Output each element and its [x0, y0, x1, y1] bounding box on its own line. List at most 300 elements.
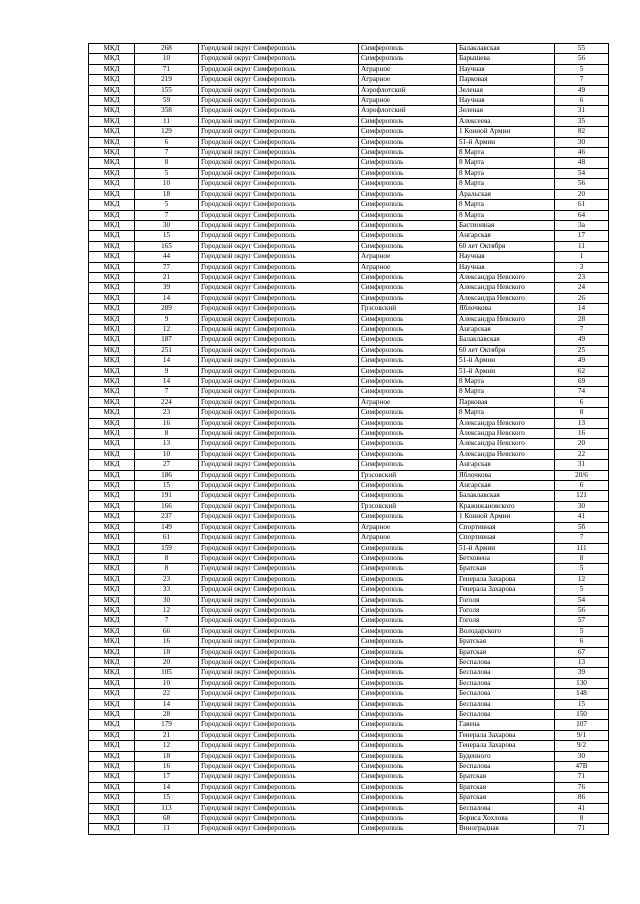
- locality-cell: Симферополь: [359, 751, 457, 761]
- house-cell: 7: [555, 533, 609, 543]
- number-cell: 71: [135, 64, 199, 74]
- locality-cell: Симферополь: [359, 626, 457, 636]
- locality-cell: Аэрофлотский: [359, 106, 457, 116]
- district-cell: Городской округ Симферополь: [199, 616, 359, 626]
- type-cell: МКД: [89, 501, 135, 511]
- locality-cell: Симферополь: [359, 574, 457, 584]
- street-cell: Гавена: [457, 720, 555, 730]
- locality-cell: Симферополь: [359, 730, 457, 740]
- table-row: [89, 293, 609, 303]
- table-row: [89, 262, 609, 272]
- house-cell: 23: [555, 272, 609, 282]
- type-cell: МКД: [89, 96, 135, 106]
- house-cell: 25: [555, 345, 609, 355]
- district-cell: Городской округ Симферополь: [199, 782, 359, 792]
- locality-cell: Симферополь: [359, 220, 457, 230]
- table-row: [89, 377, 609, 387]
- street-cell: Зеленая: [457, 85, 555, 95]
- table-row: [89, 85, 609, 95]
- type-cell: МКД: [89, 491, 135, 501]
- house-cell: 8: [555, 553, 609, 563]
- locality-cell: Симферополь: [359, 793, 457, 803]
- house-cell: 24: [555, 283, 609, 293]
- house-cell: 26: [555, 293, 609, 303]
- locality-cell: Симферополь: [359, 564, 457, 574]
- house-cell: 56: [555, 54, 609, 64]
- locality-cell: Симферополь: [359, 54, 457, 64]
- locality-cell: Симферополь: [359, 168, 457, 178]
- district-cell: Городской округ Симферополь: [199, 241, 359, 251]
- locality-cell: Симферополь: [359, 689, 457, 699]
- district-cell: Городской округ Симферополь: [199, 710, 359, 720]
- district-cell: Городской округ Симферополь: [199, 168, 359, 178]
- type-cell: МКД: [89, 710, 135, 720]
- street-cell: Братская: [457, 793, 555, 803]
- street-cell: 8 Марта: [457, 377, 555, 387]
- house-cell: 35: [555, 116, 609, 126]
- street-cell: Генерала Захарова: [457, 730, 555, 740]
- house-cell: 5: [555, 585, 609, 595]
- locality-cell: Симферополь: [359, 345, 457, 355]
- type-cell: МКД: [89, 85, 135, 95]
- type-cell: МКД: [89, 148, 135, 158]
- street-cell: Александра Невского: [457, 418, 555, 428]
- type-cell: МКД: [89, 220, 135, 230]
- street-cell: Парковая: [457, 397, 555, 407]
- number-cell: 14: [135, 782, 199, 792]
- table-row: [89, 335, 609, 345]
- district-cell: Городской округ Симферополь: [199, 793, 359, 803]
- district-cell: Городской округ Симферополь: [199, 657, 359, 667]
- type-cell: МКД: [89, 106, 135, 116]
- locality-cell: Симферополь: [359, 449, 457, 459]
- district-cell: Городской округ Симферополь: [199, 272, 359, 282]
- table-row: [89, 189, 609, 199]
- locality-cell: Аграрное: [359, 75, 457, 85]
- house-cell: 61: [555, 200, 609, 210]
- district-cell: Городской округ Симферополь: [199, 564, 359, 574]
- district-cell: Городской округ Симферополь: [199, 377, 359, 387]
- house-cell: 30: [555, 751, 609, 761]
- type-cell: МКД: [89, 720, 135, 730]
- house-cell: 148: [555, 689, 609, 699]
- house-cell: 6: [555, 637, 609, 647]
- type-cell: МКД: [89, 814, 135, 824]
- house-cell: 12: [555, 574, 609, 584]
- number-cell: 9: [135, 366, 199, 376]
- number-cell: 179: [135, 720, 199, 730]
- street-cell: Александра Невского: [457, 283, 555, 293]
- house-cell: 22: [555, 449, 609, 459]
- house-cell: 5: [555, 564, 609, 574]
- table-row: [89, 439, 609, 449]
- house-cell: 20/6: [555, 470, 609, 480]
- district-cell: Городской округ Симферополь: [199, 210, 359, 220]
- table-row: [89, 720, 609, 730]
- type-cell: МКД: [89, 377, 135, 387]
- locality-cell: Симферополь: [359, 481, 457, 491]
- type-cell: МКД: [89, 522, 135, 532]
- district-cell: Городской округ Симферополь: [199, 824, 359, 834]
- type-cell: МКД: [89, 553, 135, 563]
- number-cell: 12: [135, 605, 199, 615]
- table-row: [89, 168, 609, 178]
- house-cell: 121: [555, 491, 609, 501]
- table-row: [89, 75, 609, 85]
- table-row: [89, 803, 609, 813]
- house-cell: 28: [555, 314, 609, 324]
- table-row: [89, 699, 609, 709]
- type-cell: МКД: [89, 241, 135, 251]
- locality-cell: Аграрное: [359, 262, 457, 272]
- street-cell: Александра Невского: [457, 439, 555, 449]
- street-cell: Гоголя: [457, 595, 555, 605]
- locality-cell: Симферополь: [359, 668, 457, 678]
- district-cell: Городской округ Симферополь: [199, 689, 359, 699]
- number-cell: 149: [135, 522, 199, 532]
- number-cell: 8: [135, 429, 199, 439]
- district-cell: Городской округ Симферополь: [199, 460, 359, 470]
- type-cell: МКД: [89, 408, 135, 418]
- type-cell: МКД: [89, 272, 135, 282]
- house-cell: 86: [555, 793, 609, 803]
- district-cell: Городской округ Симферополь: [199, 54, 359, 64]
- district-cell: Городской округ Симферополь: [199, 387, 359, 397]
- street-cell: Спортивная: [457, 533, 555, 543]
- street-cell: Александра Невского: [457, 272, 555, 282]
- type-cell: МКД: [89, 460, 135, 470]
- street-cell: Зеленая: [457, 106, 555, 116]
- street-cell: Ангарская: [457, 324, 555, 334]
- type-cell: МКД: [89, 397, 135, 407]
- district-cell: Городской округ Симферополь: [199, 179, 359, 189]
- number-cell: 44: [135, 252, 199, 262]
- street-cell: Братская: [457, 647, 555, 657]
- type-cell: МКД: [89, 252, 135, 262]
- house-cell: 54: [555, 168, 609, 178]
- type-cell: МКД: [89, 824, 135, 834]
- number-cell: 18: [135, 751, 199, 761]
- house-cell: 130: [555, 678, 609, 688]
- house-cell: 16: [555, 429, 609, 439]
- type-cell: МКД: [89, 44, 135, 54]
- locality-cell: Грэсовский: [359, 501, 457, 511]
- locality-cell: Симферополь: [359, 803, 457, 813]
- house-cell: 55: [555, 44, 609, 54]
- street-cell: 1 Конной Армии: [457, 512, 555, 522]
- type-cell: МКД: [89, 158, 135, 168]
- table-row: [89, 449, 609, 459]
- number-cell: 11: [135, 116, 199, 126]
- type-cell: МКД: [89, 429, 135, 439]
- table-row: [89, 356, 609, 366]
- house-cell: 20: [555, 189, 609, 199]
- table-row: [89, 272, 609, 282]
- number-cell: 21: [135, 730, 199, 740]
- district-cell: Городской округ Симферополь: [199, 304, 359, 314]
- table-row: [89, 491, 609, 501]
- type-cell: МКД: [89, 574, 135, 584]
- number-cell: 251: [135, 345, 199, 355]
- locality-cell: Симферополь: [359, 148, 457, 158]
- table-row: [89, 137, 609, 147]
- type-cell: МКД: [89, 793, 135, 803]
- table-row: [89, 283, 609, 293]
- type-cell: МКД: [89, 418, 135, 428]
- house-cell: 31: [555, 460, 609, 470]
- district-cell: Городской округ Симферополь: [199, 668, 359, 678]
- locality-cell: Симферополь: [359, 356, 457, 366]
- table-row: [89, 241, 609, 251]
- street-cell: Александра Невского: [457, 314, 555, 324]
- number-cell: 28: [135, 710, 199, 720]
- locality-cell: Аэрофлотский: [359, 85, 457, 95]
- table-row: [89, 657, 609, 667]
- table-row: [89, 408, 609, 418]
- locality-cell: Симферополь: [359, 782, 457, 792]
- district-cell: Городской округ Симферополь: [199, 501, 359, 511]
- house-cell: 111: [555, 543, 609, 553]
- district-cell: Городской округ Симферополь: [199, 626, 359, 636]
- table-row: [89, 179, 609, 189]
- district-cell: Городской округ Симферополь: [199, 106, 359, 116]
- type-cell: МКД: [89, 741, 135, 751]
- locality-cell: Симферополь: [359, 314, 457, 324]
- locality-cell: Симферополь: [359, 699, 457, 709]
- type-cell: МКД: [89, 324, 135, 334]
- street-cell: Братская: [457, 772, 555, 782]
- number-cell: 20: [135, 657, 199, 667]
- locality-cell: Симферополь: [359, 283, 457, 293]
- house-cell: 5: [555, 626, 609, 636]
- house-cell: 30: [555, 501, 609, 511]
- number-cell: 27: [135, 460, 199, 470]
- house-cell: 6: [555, 96, 609, 106]
- number-cell: 7: [135, 210, 199, 220]
- type-cell: МКД: [89, 262, 135, 272]
- locality-cell: Симферополь: [359, 272, 457, 282]
- number-cell: 8: [135, 553, 199, 563]
- district-cell: Городской округ Симферополь: [199, 741, 359, 751]
- number-cell: 68: [135, 814, 199, 824]
- district-cell: Городской округ Симферополь: [199, 751, 359, 761]
- table-row: [89, 543, 609, 553]
- table-row: [89, 366, 609, 376]
- number-cell: 66: [135, 626, 199, 636]
- district-cell: Городской округ Симферополь: [199, 481, 359, 491]
- district-cell: Городской округ Симферополь: [199, 720, 359, 730]
- locality-cell: Аграрное: [359, 397, 457, 407]
- number-cell: 15: [135, 231, 199, 241]
- number-cell: 5: [135, 200, 199, 210]
- street-cell: Генерала Захарова: [457, 585, 555, 595]
- number-cell: 113: [135, 803, 199, 813]
- type-cell: МКД: [89, 470, 135, 480]
- document-sheet: [88, 43, 608, 835]
- house-cell: 41: [555, 803, 609, 813]
- street-cell: 51-й Армии: [457, 366, 555, 376]
- number-cell: 9: [135, 314, 199, 324]
- district-cell: Городской округ Симферополь: [199, 366, 359, 376]
- locality-cell: Аграрное: [359, 522, 457, 532]
- street-cell: Беспалова: [457, 657, 555, 667]
- district-cell: Городской округ Симферополь: [199, 283, 359, 293]
- locality-cell: Симферополь: [359, 387, 457, 397]
- street-cell: Гоголя: [457, 616, 555, 626]
- table-row: [89, 689, 609, 699]
- table-row: [89, 585, 609, 595]
- house-cell: 46: [555, 148, 609, 158]
- number-cell: 219: [135, 75, 199, 85]
- number-cell: 289: [135, 304, 199, 314]
- table-row: [89, 397, 609, 407]
- house-cell: 48: [555, 158, 609, 168]
- street-cell: Александра Невского: [457, 293, 555, 303]
- street-cell: 51-й Армии: [457, 137, 555, 147]
- district-cell: Городской округ Симферополь: [199, 543, 359, 553]
- number-cell: 15: [135, 481, 199, 491]
- district-cell: Городской округ Симферополь: [199, 605, 359, 615]
- table-row: [89, 387, 609, 397]
- table-row: [89, 501, 609, 511]
- street-cell: 60 лет Октября: [457, 241, 555, 251]
- district-cell: Городской округ Симферополь: [199, 137, 359, 147]
- locality-cell: Симферополь: [359, 158, 457, 168]
- table-row: [89, 470, 609, 480]
- locality-cell: Симферополь: [359, 772, 457, 782]
- number-cell: 237: [135, 512, 199, 522]
- type-cell: МКД: [89, 657, 135, 667]
- number-cell: 159: [135, 543, 199, 553]
- locality-cell: Симферополь: [359, 585, 457, 595]
- locality-cell: Симферополь: [359, 678, 457, 688]
- type-cell: МКД: [89, 543, 135, 553]
- type-cell: МКД: [89, 512, 135, 522]
- locality-cell: Симферополь: [359, 179, 457, 189]
- type-cell: МКД: [89, 782, 135, 792]
- house-cell: 7: [555, 324, 609, 334]
- table-row: [89, 231, 609, 241]
- locality-cell: Симферополь: [359, 616, 457, 626]
- district-cell: Городской округ Симферополь: [199, 293, 359, 303]
- number-cell: 187: [135, 335, 199, 345]
- table-row: [89, 44, 609, 54]
- type-cell: МКД: [89, 179, 135, 189]
- number-cell: 224: [135, 397, 199, 407]
- type-cell: МКД: [89, 168, 135, 178]
- district-cell: Городской округ Симферополь: [199, 772, 359, 782]
- district-cell: Городской округ Симферополь: [199, 148, 359, 158]
- locality-cell: Симферополь: [359, 553, 457, 563]
- street-cell: Братская: [457, 564, 555, 574]
- housing-table: [88, 43, 609, 835]
- table-row: [89, 751, 609, 761]
- house-cell: 82: [555, 127, 609, 137]
- table-row: [89, 772, 609, 782]
- house-cell: 57: [555, 616, 609, 626]
- type-cell: МКД: [89, 678, 135, 688]
- street-cell: 1 Конной Армии: [457, 127, 555, 137]
- locality-cell: Симферополь: [359, 657, 457, 667]
- house-cell: 5: [555, 64, 609, 74]
- district-cell: Городской округ Симферополь: [199, 397, 359, 407]
- house-cell: 13: [555, 418, 609, 428]
- district-cell: Городской округ Симферополь: [199, 553, 359, 563]
- district-cell: Городской округ Симферополь: [199, 418, 359, 428]
- table-row: [89, 533, 609, 543]
- locality-cell: Симферополь: [359, 824, 457, 834]
- table-row: [89, 782, 609, 792]
- locality-cell: Симферополь: [359, 324, 457, 334]
- house-cell: 71: [555, 772, 609, 782]
- table-row: [89, 564, 609, 574]
- street-cell: 8 Марта: [457, 387, 555, 397]
- locality-cell: Симферополь: [359, 116, 457, 126]
- street-cell: Аральская: [457, 189, 555, 199]
- street-cell: Беспалова: [457, 678, 555, 688]
- district-cell: Городской округ Симферополь: [199, 252, 359, 262]
- locality-cell: Симферополь: [359, 762, 457, 772]
- district-cell: Городской округ Симферополь: [199, 356, 359, 366]
- district-cell: Городской округ Симферополь: [199, 491, 359, 501]
- house-cell: 69: [555, 377, 609, 387]
- number-cell: 18: [135, 647, 199, 657]
- locality-cell: Симферополь: [359, 366, 457, 376]
- type-cell: МКД: [89, 762, 135, 772]
- house-cell: 49: [555, 335, 609, 345]
- house-cell: 8: [555, 408, 609, 418]
- locality-cell: Симферополь: [359, 44, 457, 54]
- street-cell: 8 Марта: [457, 168, 555, 178]
- number-cell: 16: [135, 637, 199, 647]
- table-row: [89, 793, 609, 803]
- locality-cell: Симферополь: [359, 335, 457, 345]
- number-cell: 129: [135, 127, 199, 137]
- number-cell: 12: [135, 741, 199, 751]
- type-cell: МКД: [89, 668, 135, 678]
- locality-cell: Симферополь: [359, 814, 457, 824]
- street-cell: Беспалова: [457, 710, 555, 720]
- district-cell: Городской округ Симферополь: [199, 189, 359, 199]
- number-cell: 8: [135, 158, 199, 168]
- house-cell: 56: [555, 179, 609, 189]
- house-cell: 107: [555, 720, 609, 730]
- street-cell: 51-й Армии: [457, 543, 555, 553]
- table-row: [89, 200, 609, 210]
- district-cell: Городской округ Симферополь: [199, 75, 359, 85]
- house-cell: 30: [555, 137, 609, 147]
- table-row: [89, 730, 609, 740]
- district-cell: Городской округ Симферополь: [199, 449, 359, 459]
- locality-cell: Симферополь: [359, 439, 457, 449]
- table-row: [89, 481, 609, 491]
- type-cell: МКД: [89, 356, 135, 366]
- number-cell: 14: [135, 356, 199, 366]
- number-cell: 10: [135, 179, 199, 189]
- table-row: [89, 710, 609, 720]
- locality-cell: Симферополь: [359, 429, 457, 439]
- street-cell: Научная: [457, 262, 555, 272]
- house-cell: 49: [555, 356, 609, 366]
- street-cell: Володарского: [457, 626, 555, 636]
- number-cell: 105: [135, 668, 199, 678]
- table-row: [89, 668, 609, 678]
- table-row: [89, 96, 609, 106]
- type-cell: МКД: [89, 689, 135, 699]
- house-cell: 47В: [555, 762, 609, 772]
- type-cell: МКД: [89, 345, 135, 355]
- district-cell: Городской округ Симферополь: [199, 595, 359, 605]
